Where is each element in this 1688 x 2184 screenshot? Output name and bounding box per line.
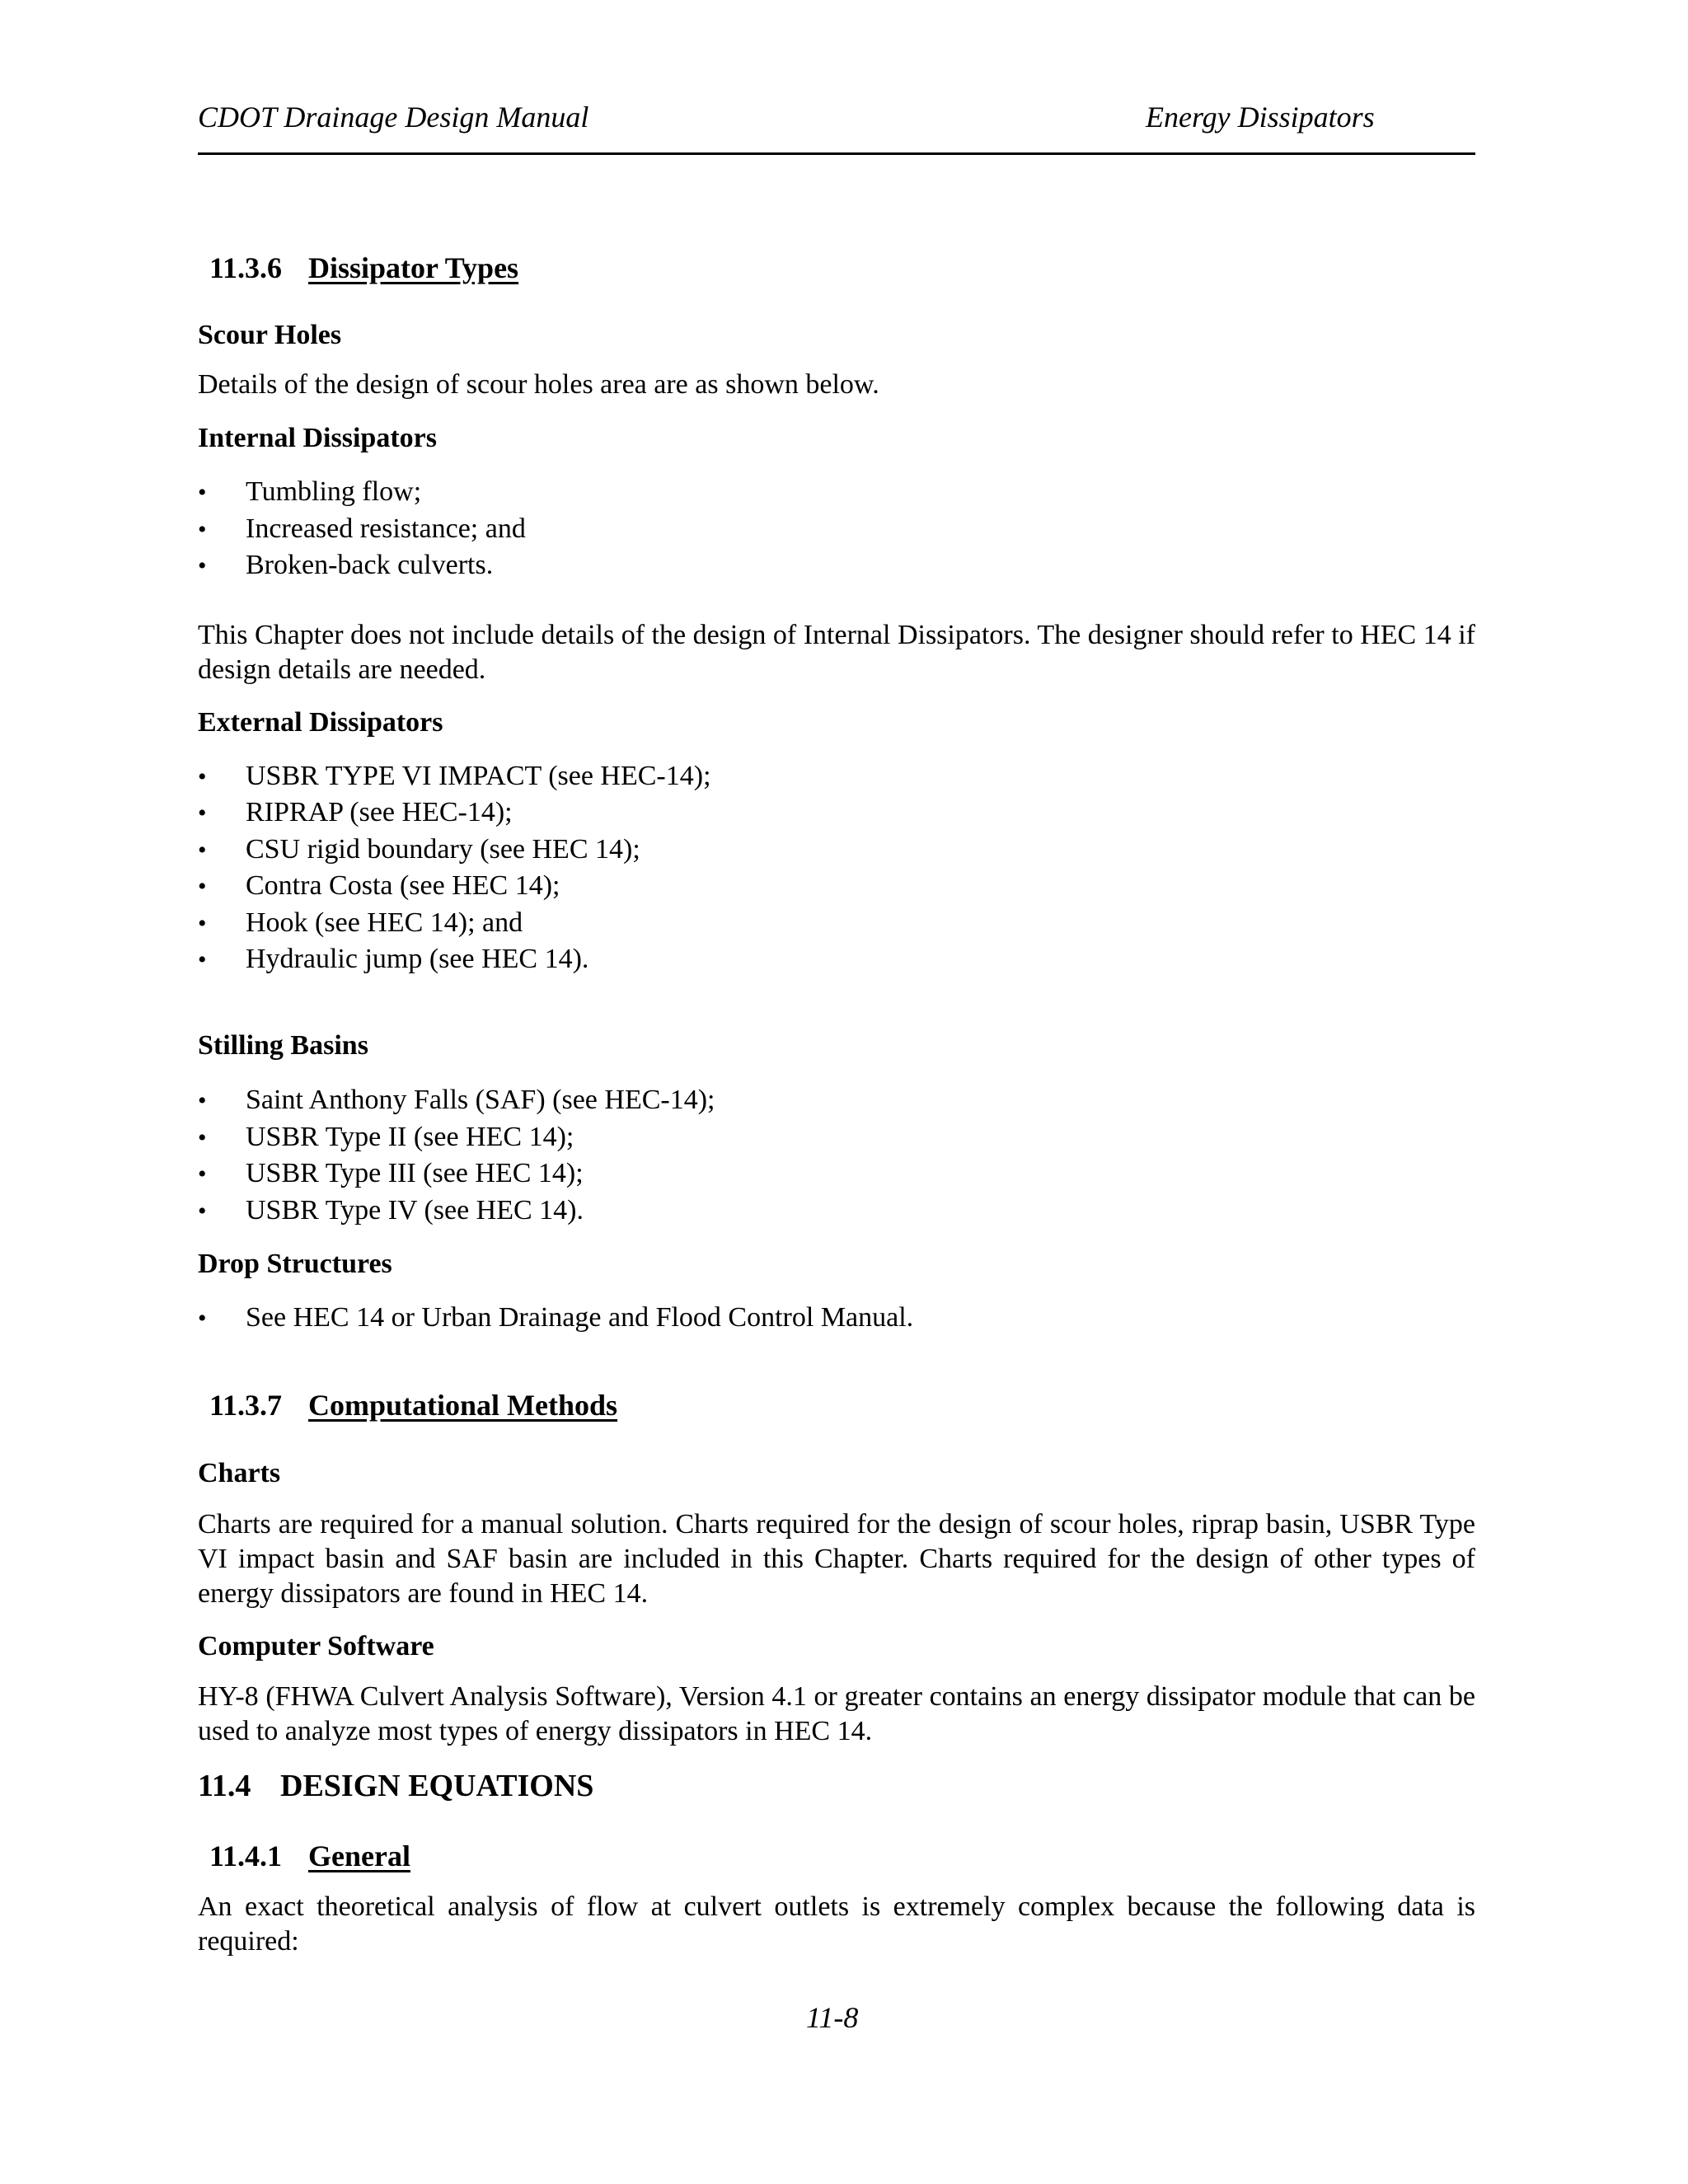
running-header-left: CDOT Drainage Design Manual [198, 101, 589, 134]
general-text: An exact theoretical analysis of flow at culvert outlets is extremely complex because the following data is required: [198, 1891, 1475, 1957]
section-title: Dissipator Types [308, 251, 519, 284]
section-heading-11-3-7 [209, 1390, 617, 1420]
list-item: • Increased resistance; and [198, 513, 526, 544]
section-title: DESIGN EQUATIONS [280, 1769, 594, 1803]
section-heading-11-4-1 [209, 1841, 410, 1871]
section-number: 11.4.1 [209, 1840, 283, 1872]
list-item: • Broken-back culverts. [198, 550, 494, 580]
subheading-scour-holes: Scour Holes [198, 320, 342, 350]
bullet-icon: • [198, 1160, 207, 1188]
section-heading-11-3-6 [209, 253, 518, 283]
list-item: • Contra Costa (see HEC 14); [198, 870, 560, 901]
section-number: 11.4 [198, 1769, 251, 1803]
bullet-icon: • [198, 837, 207, 864]
bullet-icon: • [198, 910, 207, 937]
subheading-computer-software: Computer Software [198, 1631, 434, 1661]
list-item: • Tumbling flow; [198, 476, 422, 507]
bullet-icon: • [198, 873, 207, 900]
bullet-icon: • [198, 1305, 207, 1332]
list-item: • USBR Type III (see HEC 14); [198, 1158, 584, 1188]
bullet-icon: • [198, 1087, 207, 1114]
section-title: General [308, 1840, 410, 1872]
bullet-icon: • [198, 946, 207, 973]
subheading-external-dissipators: External Dissipators [198, 707, 443, 738]
list-item: • Hook (see HEC 14); and [198, 907, 523, 938]
bullet-icon: • [198, 516, 207, 543]
list-item: • USBR Type II (see HEC 14); [198, 1122, 574, 1152]
list-item: • See HEC 14 or Urban Drainage and Flood Control Manual. [198, 1302, 914, 1333]
bullet-icon: • [198, 1124, 207, 1151]
list-item: • CSU rigid boundary (see HEC 14); [198, 834, 640, 865]
subheading-charts: Charts [198, 1458, 281, 1488]
list-item: • Hydraulic jump (see HEC 14). [198, 944, 589, 974]
internal-dissipators-note: This Chapter does not include details of the design of Internal Dissipators. The designer should refer to HEC 14 if design details are needed. [198, 620, 1475, 685]
list-item: • Saint Anthony Falls (SAF) (see HEC-14); [198, 1085, 715, 1115]
subheading-stilling-basins: Stilling Basins [198, 1030, 368, 1061]
subheading-internal-dissipators: Internal Dissipators [198, 423, 437, 453]
section-number: 11.3.6 [209, 251, 283, 284]
bullet-icon: • [198, 552, 207, 579]
bullet-icon: • [198, 763, 207, 790]
bullet-icon: • [198, 799, 207, 827]
section-title: Computational Methods [308, 1389, 618, 1422]
list-item: • USBR TYPE VI IMPACT (see HEC-14); [198, 761, 711, 791]
scour-holes-text: Details of the design of scour holes area are as shown below. [198, 369, 879, 400]
list-item: • USBR Type IV (see HEC 14). [198, 1195, 584, 1226]
charts-text: Charts are required for a manual solution. Charts required for the design of scour holes, riprap basin, USBR Type VI impact basin and SAF basin are included in this Chapter. Charts required for the design of other types of energy dissipators are found in HEC 14. [198, 1509, 1475, 1609]
bullet-icon: • [198, 1197, 207, 1225]
running-header-right: Energy Dissipators [1146, 101, 1375, 134]
section-number: 11.3.7 [209, 1389, 283, 1422]
list-item: • RIPRAP (see HEC-14); [198, 797, 513, 827]
page-number: 11-8 [806, 2001, 859, 2034]
computer-software-text: HY-8 (FHWA Culvert Analysis Software), Version 4.1 or greater contains an energy dissipator module that can be used to analyze most types of energy dissipators in HEC 14. [198, 1681, 1475, 1746]
bullet-icon: • [198, 479, 207, 506]
section-heading-11-4 [198, 1770, 593, 1802]
subheading-drop-structures: Drop Structures [198, 1249, 392, 1279]
header-rule [198, 152, 1475, 155]
